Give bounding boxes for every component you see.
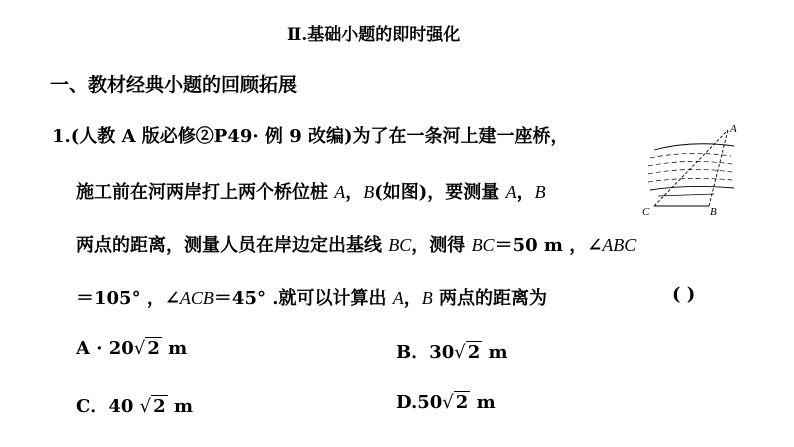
river-water-line (650, 153, 731, 158)
question-line-4: ＝105° ，∠ACB＝45° .就可以计算出 A，B 两点的距离为 (76, 288, 548, 309)
option-b[interactable]: B．30√ 2 m (396, 342, 508, 363)
option-d[interactable]: D.50√ 2 m (396, 392, 496, 413)
part-heading: 一、教材经典小题的回顾拓展 (50, 74, 298, 96)
option-a[interactable]: A · 20√ 2 m (76, 338, 188, 359)
answer-blank: ( ) (672, 284, 696, 305)
option-c[interactable]: C．40 √ 2 m (76, 396, 193, 417)
point-b-label: B (710, 206, 717, 218)
river-water-line (648, 169, 732, 174)
point-c-label: C (642, 206, 650, 218)
point-a-label: A (730, 123, 737, 135)
bank-edge (658, 194, 714, 196)
river-bank-line (650, 186, 734, 190)
river-bank-line (654, 144, 734, 150)
river-bridge-figure (636, 118, 746, 218)
question-line-3: 两点的距离，测量人员在岸边定出基线 BC，测得 BC＝50 m ，∠ABC (76, 235, 637, 256)
question-line-2: 施工前在河两岸打上两个桥位桩 A，B(如图)，要测量 A，B (76, 182, 546, 203)
question-line-1: 1.(人教 A 版必修②P49· 例 9 改编)为了在一条河上建一座桥， (52, 126, 569, 147)
line-ba (709, 130, 728, 206)
river-water-line (648, 178, 732, 182)
section-title: Ⅱ.基础小题的即时强化 (287, 25, 461, 45)
